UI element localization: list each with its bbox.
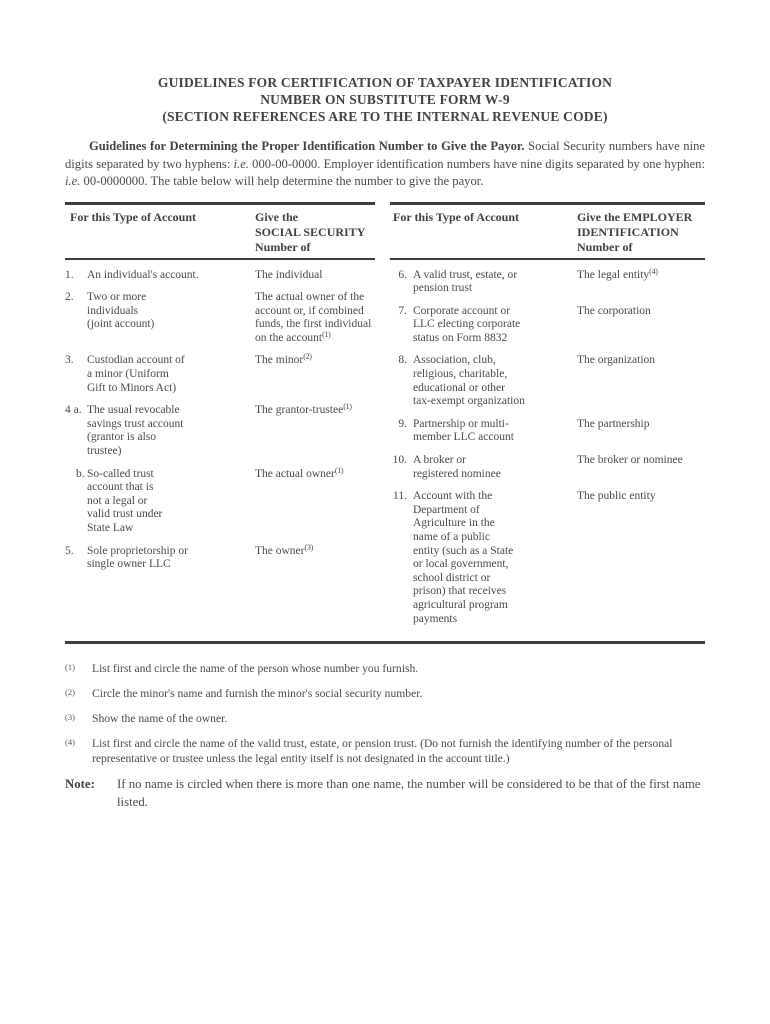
note-label: Note: (65, 777, 95, 792)
ssn-table (65, 202, 375, 642)
account-type-cell: A valid trust, estate, or pension trust (413, 268, 518, 295)
intro-segment: 000-00-0000. Employer identification numbers have nine digits separated by one hyphen: (248, 156, 705, 171)
account-type-cell: Sole proprietorship or single owner LLC (87, 544, 188, 571)
number-to-give-cell: The public entity (577, 490, 656, 503)
account-type-cell: Partnership or multi- member LLC account (413, 417, 514, 444)
account-type-cell: Custodian account of a minor (Uniform Gift to Minors Act) (87, 354, 185, 394)
account-type-cell: The usual revocable savings trust account (grantor is also trustee) (87, 404, 184, 458)
intro-lead-bold: Guidelines for Determining the Proper Identification Number to Give the Payor. (89, 139, 525, 153)
number-to-give-cell: The actual owner of the account or, if combined funds, the first individual on the account$^{(1)}$ (255, 291, 372, 344)
account-type-cell: Corporate account or LLC electing corporate status on Form 8832 (413, 304, 521, 344)
page-title (65, 74, 705, 125)
ssn-table-header (65, 202, 375, 260)
number-to-give-cell: The grantor-trustee$^{(1)}$ (255, 402, 352, 417)
table-row (390, 490, 705, 626)
footnote (65, 736, 705, 766)
ein-col1-header: For this Type of Account (393, 209, 520, 224)
row-number: 11. (393, 490, 407, 503)
account-type-cell: Account with the Department of Agriculture in the name of a public entity (such as a State or local government, school district or prison) that receives agricultural program payments (413, 490, 514, 625)
account-type-tables (65, 202, 705, 645)
row-number: 7. (398, 304, 407, 317)
ssn-col2-header (255, 210, 375, 255)
footnote-marker: (2) (65, 687, 75, 698)
footnote (65, 686, 705, 701)
footnote-text: List first and circle the name of the person whose number you furnish. (92, 662, 419, 676)
intro-ie-italic: i.e. (233, 156, 249, 171)
ein-table (390, 202, 705, 642)
title-line-2: NUMBER ON SUBSTITUTE FORM W-9 (260, 92, 510, 107)
number-to-give-cell: The individual (255, 268, 323, 281)
row-number: 1. (65, 268, 74, 281)
ssn-col2-header-line: Number of (255, 239, 311, 254)
table-row (65, 269, 375, 283)
title-line-1: GUIDELINES FOR CERTIFICATION OF TAXPAYER IDENTIFICATION (157, 75, 613, 90)
ein-col2-header (577, 210, 705, 255)
ein-col2-header-line: IDENTIFICATION (577, 224, 679, 239)
number-to-give-cell: The actual owner$^{(1)}$ (255, 465, 344, 480)
intro-segment: 00-0000000. The table below will help determine the number to give the payor. (80, 174, 484, 188)
footnote (65, 711, 705, 726)
account-type-cell: Association, club, religious, charitable, educational or other tax-exempt organization (413, 354, 525, 408)
ein-table-header (390, 202, 705, 260)
intro-paragraph (65, 138, 705, 191)
row-number: 8. (398, 354, 407, 367)
table-row (65, 465, 375, 536)
ssn-table-body (65, 260, 375, 587)
ssn-col1-header: For this Type of Account (70, 209, 197, 224)
row-number: 5. (65, 544, 74, 557)
footnote (65, 661, 705, 676)
table-row (65, 404, 375, 458)
row-number: 3. (65, 354, 74, 367)
footnote-marker: (4) (65, 737, 75, 748)
footnote-text: Circle the minor's name and furnish the minor's social security number. (92, 687, 423, 701)
table-row (65, 354, 375, 395)
account-type-cell: So-called trust account that is not a legal or valid trust under State Law (87, 467, 163, 534)
row-number: b. (76, 467, 85, 480)
number-to-give-cell: The broker or nominee (577, 454, 683, 467)
footnote-marker: (1) (65, 662, 75, 673)
table-row (390, 354, 705, 408)
intro-segment: Social Security numbers have nine digits separated by two hyphens: (65, 139, 705, 171)
number-to-give-cell: The partnership (577, 417, 650, 430)
account-type-cell: An individual's account. (87, 268, 199, 281)
ssn-col2-header-line: SOCIAL SECURITY (255, 224, 366, 239)
number-to-give-cell: The minor$^{(2)}$ (255, 352, 312, 367)
ein-table-body (390, 260, 705, 642)
account-type-cell: A broker or registered nominee (413, 454, 501, 480)
table-row (65, 542, 375, 572)
title-line-3: (SECTION REFERENCES ARE TO THE INTERNAL REVENUE CODE) (162, 109, 608, 124)
table-row (390, 305, 705, 346)
account-type-cell: Two or more individuals (joint account) (87, 291, 155, 331)
number-to-give-cell: The corporation (577, 304, 651, 317)
footnote-text: Show the name of the owner. (92, 712, 228, 726)
number-to-give-cell: The legal entity$^{(4)}$ (577, 266, 658, 281)
note-block (65, 776, 705, 811)
ein-col2-header-line: Give the EMPLOYER (577, 209, 693, 224)
footnote-marker: (3) (65, 712, 75, 723)
intro-ie-italic: i.e. (65, 174, 81, 188)
ssn-col2-header-line: Give the (255, 209, 298, 224)
row-number: 2. (65, 291, 74, 304)
number-to-give-cell: The organization (577, 354, 656, 367)
table-row (390, 454, 705, 481)
table-row (390, 418, 705, 445)
footnote-text: List first and circle the name of the valid trust, estate, or pension trust. (Do not furnish the identifying number of the personal representative or trustee unless the legal entity itself is not designated in the account title.) (92, 737, 673, 766)
row-number: 9. (398, 417, 407, 430)
table-row (65, 291, 375, 345)
row-number: 10. (392, 454, 407, 467)
footnotes (65, 661, 705, 766)
row-number: 4 a. (65, 404, 82, 417)
note-text: If no name is circled when there is more than one name, the number will be considered to be that of the first name listed. (117, 777, 701, 809)
row-number: 6. (398, 268, 407, 281)
table-row (390, 266, 705, 296)
ein-col2-header-line: Number of (577, 239, 633, 254)
number-to-give-cell: The owner$^{(3)}$ (255, 542, 313, 557)
